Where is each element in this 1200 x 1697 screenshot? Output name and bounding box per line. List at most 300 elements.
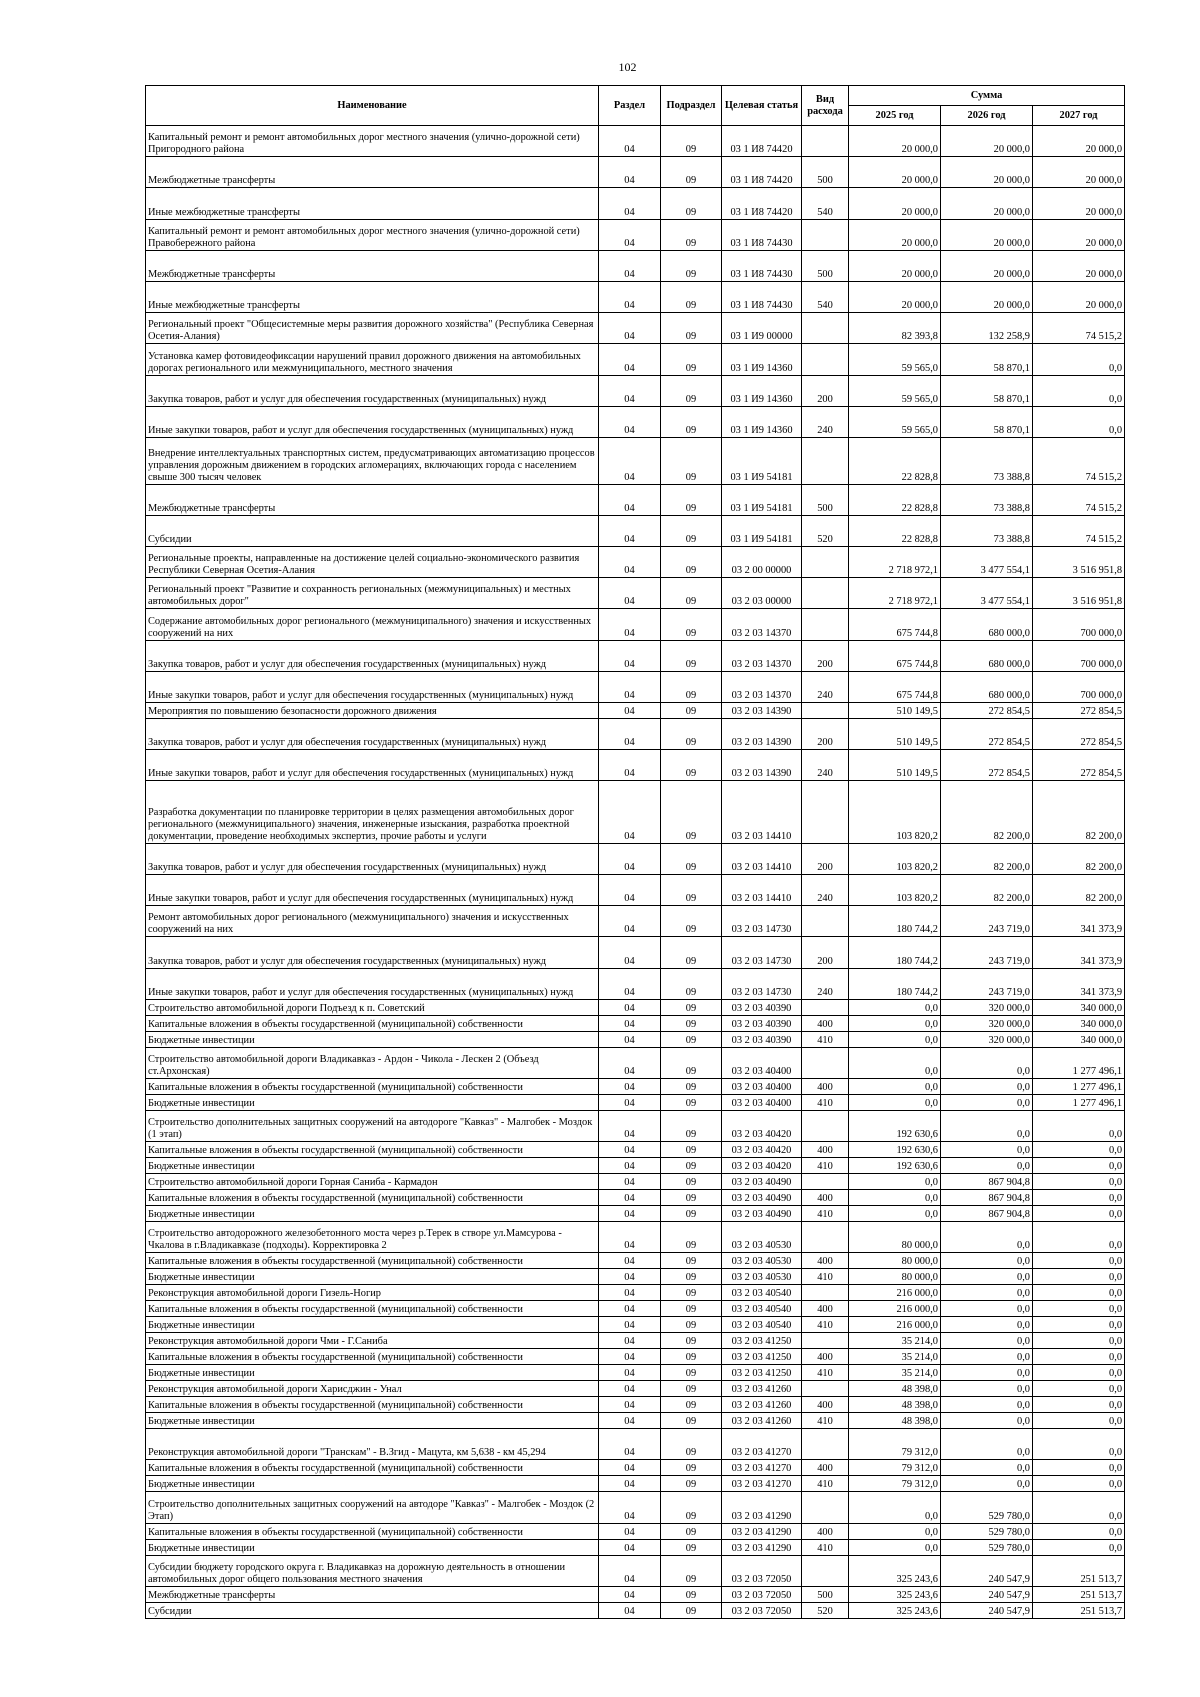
cell-razdel: 04 xyxy=(599,1285,661,1301)
cell-podrazdel: 09 xyxy=(661,406,722,437)
table-row xyxy=(146,968,1125,999)
cell-podrazdel: 09 xyxy=(661,1015,722,1031)
cell-2026: 529 780,0 xyxy=(941,1523,1033,1539)
cell-2025: 216 000,0 xyxy=(849,1301,941,1317)
cell-2026: 20 000,0 xyxy=(941,250,1033,281)
cell-2025: 192 630,6 xyxy=(849,1142,941,1158)
cell-2026: 20 000,0 xyxy=(941,281,1033,312)
cell-2025: 180 744,2 xyxy=(849,906,941,937)
cell-podrazdel: 09 xyxy=(661,640,722,671)
cell-podrazdel: 09 xyxy=(661,1269,722,1285)
cell-celevaya-statya: 03 2 03 40420 xyxy=(722,1158,802,1174)
cell-razdel: 04 xyxy=(599,750,661,781)
cell-vid-raskhoda: 400 xyxy=(802,1078,849,1094)
cell-2025: 35 214,0 xyxy=(849,1349,941,1365)
cell-2025: 20 000,0 xyxy=(849,126,941,157)
cell-2025: 675 744,8 xyxy=(849,640,941,671)
table-row xyxy=(146,1492,1125,1523)
cell-name: Капитальные вложения в объекты государственной (муниципальной) собственности xyxy=(146,1015,599,1031)
cell-razdel: 04 xyxy=(599,375,661,406)
cell-vid-raskhoda: 410 xyxy=(802,1413,849,1429)
cell-2026: 680 000,0 xyxy=(941,640,1033,671)
cell-2025: 20 000,0 xyxy=(849,219,941,250)
cell-razdel: 04 xyxy=(599,1365,661,1381)
cell-razdel: 04 xyxy=(599,1301,661,1317)
table-row xyxy=(146,718,1125,749)
cell-name: Строительство автомобильной дороги Подъезд к п. Советский xyxy=(146,999,599,1015)
cell-2026: 0,0 xyxy=(941,1301,1033,1317)
cell-podrazdel: 09 xyxy=(661,1429,722,1460)
cell-name: Межбюджетные трансферты xyxy=(146,484,599,515)
cell-2027: 341 373,9 xyxy=(1033,968,1125,999)
cell-name: Иные закупки товаров, работ и услуг для обеспечения государственных (муниципальных) нужд xyxy=(146,671,599,702)
cell-2025: 22 828,8 xyxy=(849,484,941,515)
cell-vid-raskhoda xyxy=(802,1110,849,1141)
cell-podrazdel: 09 xyxy=(661,578,722,609)
table-row xyxy=(146,1381,1125,1397)
cell-vid-raskhoda: 240 xyxy=(802,671,849,702)
cell-razdel: 04 xyxy=(599,1047,661,1078)
cell-podrazdel: 09 xyxy=(661,999,722,1015)
table-row xyxy=(146,1110,1125,1141)
cell-podrazdel: 09 xyxy=(661,313,722,344)
cell-celevaya-statya: 03 2 03 14390 xyxy=(722,750,802,781)
cell-name: Бюджетные инвестиции xyxy=(146,1539,599,1555)
cell-celevaya-statya: 03 2 03 14370 xyxy=(722,640,802,671)
cell-razdel: 04 xyxy=(599,515,661,546)
table-row xyxy=(146,1174,1125,1190)
cell-podrazdel: 09 xyxy=(661,219,722,250)
cell-2026: 867 904,8 xyxy=(941,1206,1033,1222)
cell-name: Бюджетные инвестиции xyxy=(146,1158,599,1174)
table-row xyxy=(146,1285,1125,1301)
cell-vid-raskhoda xyxy=(802,1174,849,1190)
cell-vid-raskhoda xyxy=(802,1381,849,1397)
cell-razdel: 04 xyxy=(599,1206,661,1222)
cell-name: Внедрение интеллектуальных транспортных систем, предусматривающих автоматизацию процессов управления дорожным движением в городских агломерациях, включающих города с населением свыше 300 тысяч человек xyxy=(146,437,599,484)
cell-razdel: 04 xyxy=(599,781,661,843)
cell-razdel: 04 xyxy=(599,1413,661,1429)
cell-2025: 192 630,6 xyxy=(849,1158,941,1174)
cell-2026: 58 870,1 xyxy=(941,406,1033,437)
cell-celevaya-statya: 03 2 03 40490 xyxy=(722,1190,802,1206)
cell-name: Закупка товаров, работ и услуг для обеспечения государственных (муниципальных) нужд xyxy=(146,937,599,968)
cell-podrazdel: 09 xyxy=(661,375,722,406)
cell-razdel: 04 xyxy=(599,1523,661,1539)
cell-razdel: 04 xyxy=(599,843,661,874)
cell-razdel: 04 xyxy=(599,1317,661,1333)
cell-podrazdel: 09 xyxy=(661,874,722,905)
cell-celevaya-statya: 03 2 00 00000 xyxy=(722,547,802,578)
table-row xyxy=(146,1031,1125,1047)
header-summa: Сумма xyxy=(849,86,1125,106)
cell-celevaya-statya: 03 1 И9 00000 xyxy=(722,313,802,344)
table-row xyxy=(146,484,1125,515)
cell-2027: 0,0 xyxy=(1033,1365,1125,1381)
cell-vid-raskhoda xyxy=(802,781,849,843)
table-row xyxy=(146,1222,1125,1253)
cell-2027: 0,0 xyxy=(1033,1413,1125,1429)
cell-name: Бюджетные инвестиции xyxy=(146,1269,599,1285)
cell-2026: 0,0 xyxy=(941,1413,1033,1429)
cell-2027: 0,0 xyxy=(1033,1158,1125,1174)
cell-podrazdel: 09 xyxy=(661,281,722,312)
cell-2026: 0,0 xyxy=(941,1222,1033,1253)
cell-2026: 58 870,1 xyxy=(941,375,1033,406)
cell-podrazdel: 09 xyxy=(661,1110,722,1141)
cell-2026: 0,0 xyxy=(941,1365,1033,1381)
cell-vid-raskhoda xyxy=(802,1492,849,1523)
cell-2027: 20 000,0 xyxy=(1033,188,1125,219)
cell-razdel: 04 xyxy=(599,1094,661,1110)
cell-2025: 675 744,8 xyxy=(849,671,941,702)
cell-2026: 3 477 554,1 xyxy=(941,578,1033,609)
cell-razdel: 04 xyxy=(599,484,661,515)
cell-podrazdel: 09 xyxy=(661,1413,722,1429)
cell-celevaya-statya: 03 2 03 40530 xyxy=(722,1222,802,1253)
cell-name: Закупка товаров, работ и услуг для обеспечения государственных (муниципальных) нужд xyxy=(146,640,599,671)
cell-2027: 0,0 xyxy=(1033,1253,1125,1269)
cell-2027: 82 200,0 xyxy=(1033,843,1125,874)
cell-2025: 48 398,0 xyxy=(849,1397,941,1413)
cell-podrazdel: 09 xyxy=(661,1333,722,1349)
table-row xyxy=(146,281,1125,312)
table-row xyxy=(146,406,1125,437)
cell-name: Бюджетные инвестиции xyxy=(146,1476,599,1492)
table-row xyxy=(146,1015,1125,1031)
cell-2025: 0,0 xyxy=(849,1523,941,1539)
cell-podrazdel: 09 xyxy=(661,1586,722,1602)
cell-2027: 0,0 xyxy=(1033,1142,1125,1158)
cell-vid-raskhoda: 240 xyxy=(802,406,849,437)
table-row xyxy=(146,999,1125,1015)
cell-2026: 0,0 xyxy=(941,1047,1033,1078)
cell-2026: 132 258,9 xyxy=(941,313,1033,344)
cell-vid-raskhoda xyxy=(802,1555,849,1586)
table-body xyxy=(146,126,1125,1619)
cell-vid-raskhoda: 410 xyxy=(802,1206,849,1222)
cell-2025: 80 000,0 xyxy=(849,1253,941,1269)
cell-2027: 0,0 xyxy=(1033,1269,1125,1285)
cell-2026: 0,0 xyxy=(941,1429,1033,1460)
cell-celevaya-statya: 03 2 03 14390 xyxy=(722,702,802,718)
cell-razdel: 04 xyxy=(599,126,661,157)
cell-2027: 0,0 xyxy=(1033,1206,1125,1222)
cell-razdel: 04 xyxy=(599,640,661,671)
cell-podrazdel: 09 xyxy=(661,157,722,188)
cell-celevaya-statya: 03 1 И8 74430 xyxy=(722,250,802,281)
cell-celevaya-statya: 03 2 03 14370 xyxy=(722,671,802,702)
cell-vid-raskhoda xyxy=(802,313,849,344)
table-row xyxy=(146,1555,1125,1586)
cell-name: Межбюджетные трансферты xyxy=(146,250,599,281)
cell-name: Строительство автомобильной дороги Владикавказ - Ардон - Чикола - Лескен 2 (Объезд ст.Архонская) xyxy=(146,1047,599,1078)
cell-2027: 341 373,9 xyxy=(1033,937,1125,968)
cell-2027: 1 277 496,1 xyxy=(1033,1078,1125,1094)
cell-podrazdel: 09 xyxy=(661,1539,722,1555)
cell-2026: 0,0 xyxy=(941,1397,1033,1413)
cell-podrazdel: 09 xyxy=(661,1158,722,1174)
cell-vid-raskhoda: 400 xyxy=(802,1523,849,1539)
cell-vid-raskhoda: 400 xyxy=(802,1301,849,1317)
cell-2027: 0,0 xyxy=(1033,406,1125,437)
cell-2027: 0,0 xyxy=(1033,1317,1125,1333)
cell-2026: 0,0 xyxy=(941,1460,1033,1476)
cell-2027: 74 515,2 xyxy=(1033,313,1125,344)
cell-2025: 0,0 xyxy=(849,1047,941,1078)
cell-2025: 59 565,0 xyxy=(849,406,941,437)
cell-vid-raskhoda: 410 xyxy=(802,1365,849,1381)
cell-2027: 20 000,0 xyxy=(1033,126,1125,157)
cell-name: Капитальный ремонт и ремонт автомобильных дорог местного значения (улично-дорожной сети) Правобережного района xyxy=(146,219,599,250)
table-row xyxy=(146,1317,1125,1333)
cell-vid-raskhoda xyxy=(802,702,849,718)
cell-celevaya-statya: 03 1 И9 54181 xyxy=(722,437,802,484)
cell-razdel: 04 xyxy=(599,1174,661,1190)
cell-2026: 240 547,9 xyxy=(941,1555,1033,1586)
cell-podrazdel: 09 xyxy=(661,1460,722,1476)
cell-celevaya-statya: 03 2 03 40400 xyxy=(722,1047,802,1078)
cell-2027: 272 854,5 xyxy=(1033,702,1125,718)
cell-2025: 20 000,0 xyxy=(849,157,941,188)
cell-razdel: 04 xyxy=(599,1269,661,1285)
cell-celevaya-statya: 03 2 03 41250 xyxy=(722,1333,802,1349)
cell-name: Капитальный ремонт и ремонт автомобильных дорог местного значения (улично-дорожной сети) Пригородного района xyxy=(146,126,599,157)
cell-2027: 0,0 xyxy=(1033,1476,1125,1492)
cell-vid-raskhoda xyxy=(802,1222,849,1253)
cell-2027: 700 000,0 xyxy=(1033,640,1125,671)
cell-celevaya-statya: 03 2 03 14390 xyxy=(722,718,802,749)
cell-2026: 243 719,0 xyxy=(941,968,1033,999)
cell-name: Иные закупки товаров, работ и услуг для обеспечения государственных (муниципальных) нужд xyxy=(146,968,599,999)
cell-name: Иные межбюджетные трансферты xyxy=(146,281,599,312)
cell-2025: 0,0 xyxy=(849,1539,941,1555)
cell-name: Межбюджетные трансферты xyxy=(146,157,599,188)
cell-celevaya-statya: 03 2 03 40540 xyxy=(722,1301,802,1317)
cell-celevaya-statya: 03 2 03 40490 xyxy=(722,1174,802,1190)
cell-podrazdel: 09 xyxy=(661,344,722,375)
cell-2027: 3 516 951,8 xyxy=(1033,547,1125,578)
table-row xyxy=(146,375,1125,406)
cell-2026: 73 388,8 xyxy=(941,484,1033,515)
cell-podrazdel: 09 xyxy=(661,609,722,640)
cell-2027: 1 277 496,1 xyxy=(1033,1047,1125,1078)
cell-2025: 79 312,0 xyxy=(849,1429,941,1460)
cell-name: Капитальные вложения в объекты государственной (муниципальной) собственности xyxy=(146,1301,599,1317)
cell-name: Разработка документации по планировке территории в целях размещения автомобильных дорог регионального (межмуниципального) значения, инженерные изыскания, разработка проектной документации, проведение необходимых экспертиз, прочие работы и услуги xyxy=(146,781,599,843)
cell-2026: 320 000,0 xyxy=(941,1031,1033,1047)
cell-name: Субсидии xyxy=(146,515,599,546)
cell-name: Бюджетные инвестиции xyxy=(146,1317,599,1333)
cell-2026: 0,0 xyxy=(941,1476,1033,1492)
cell-2027: 251 513,7 xyxy=(1033,1602,1125,1618)
cell-podrazdel: 09 xyxy=(661,1476,722,1492)
table-row xyxy=(146,1429,1125,1460)
header-celevaya-statya: Целевая статья xyxy=(722,86,802,126)
cell-2025: 79 312,0 xyxy=(849,1476,941,1492)
cell-celevaya-statya: 03 2 03 40540 xyxy=(722,1317,802,1333)
cell-razdel: 04 xyxy=(599,188,661,219)
cell-2025: 80 000,0 xyxy=(849,1269,941,1285)
cell-name: Субсидии xyxy=(146,1602,599,1618)
cell-celevaya-statya: 03 2 03 72050 xyxy=(722,1555,802,1586)
cell-2026: 73 388,8 xyxy=(941,437,1033,484)
cell-name: Строительство автодорожного железобетонного моста через р.Терек в створе ул.Мамсурова - Чкалова в г.Владикавказе (подходы). Корректировка 2 xyxy=(146,1222,599,1253)
header-name: Наименование xyxy=(146,86,599,126)
table-row xyxy=(146,126,1125,157)
cell-razdel: 04 xyxy=(599,906,661,937)
table-row xyxy=(146,547,1125,578)
cell-vid-raskhoda: 200 xyxy=(802,843,849,874)
cell-name: Реконструкция автомобильной дороги Харисджин - Унал xyxy=(146,1381,599,1397)
cell-podrazdel: 09 xyxy=(661,1555,722,1586)
cell-2027: 340 000,0 xyxy=(1033,1015,1125,1031)
cell-name: Закупка товаров, работ и услуг для обеспечения государственных (муниципальных) нужд xyxy=(146,718,599,749)
cell-2027: 0,0 xyxy=(1033,1349,1125,1365)
table-row xyxy=(146,1586,1125,1602)
cell-name: Иные закупки товаров, работ и услуг для обеспечения государственных (муниципальных) нужд xyxy=(146,874,599,905)
cell-2025: 0,0 xyxy=(849,1492,941,1523)
table-row xyxy=(146,874,1125,905)
cell-name: Иные закупки товаров, работ и услуг для обеспечения государственных (муниципальных) нужд xyxy=(146,406,599,437)
cell-name: Строительство дополнительных защитных сооружений на автодоре "Кавказ" - Малгобек - Моздок (2 Этап) xyxy=(146,1492,599,1523)
cell-2027: 82 200,0 xyxy=(1033,874,1125,905)
cell-name: Капитальные вложения в объекты государственной (муниципальной) собственности xyxy=(146,1460,599,1476)
cell-razdel: 04 xyxy=(599,1253,661,1269)
cell-razdel: 04 xyxy=(599,1397,661,1413)
cell-name: Капитальные вложения в объекты государственной (муниципальной) собственности xyxy=(146,1190,599,1206)
table-row xyxy=(146,313,1125,344)
table-row xyxy=(146,515,1125,546)
cell-2026: 243 719,0 xyxy=(941,937,1033,968)
cell-podrazdel: 09 xyxy=(661,126,722,157)
cell-vid-raskhoda: 500 xyxy=(802,250,849,281)
cell-2027: 341 373,9 xyxy=(1033,906,1125,937)
cell-2026: 240 547,9 xyxy=(941,1586,1033,1602)
cell-razdel: 04 xyxy=(599,1142,661,1158)
cell-2026: 82 200,0 xyxy=(941,781,1033,843)
cell-razdel: 04 xyxy=(599,1078,661,1094)
table-row xyxy=(146,1190,1125,1206)
cell-vid-raskhoda xyxy=(802,609,849,640)
cell-2026: 0,0 xyxy=(941,1253,1033,1269)
cell-name: Бюджетные инвестиции xyxy=(146,1094,599,1110)
cell-2025: 0,0 xyxy=(849,1094,941,1110)
cell-celevaya-statya: 03 2 03 41250 xyxy=(722,1365,802,1381)
cell-2026: 73 388,8 xyxy=(941,515,1033,546)
cell-vid-raskhoda: 400 xyxy=(802,1397,849,1413)
cell-2027: 0,0 xyxy=(1033,1523,1125,1539)
cell-celevaya-statya: 03 2 03 41290 xyxy=(722,1523,802,1539)
cell-2025: 35 214,0 xyxy=(849,1333,941,1349)
cell-vid-raskhoda xyxy=(802,1047,849,1078)
cell-2026: 680 000,0 xyxy=(941,609,1033,640)
cell-podrazdel: 09 xyxy=(661,1094,722,1110)
cell-vid-raskhoda: 400 xyxy=(802,1349,849,1365)
cell-razdel: 04 xyxy=(599,547,661,578)
cell-podrazdel: 09 xyxy=(661,1602,722,1618)
cell-name: Региональный проект "Общесистемные меры развития дорожного хозяйства" (Республика Северная Осетия-Алания) xyxy=(146,313,599,344)
cell-2027: 251 513,7 xyxy=(1033,1586,1125,1602)
cell-razdel: 04 xyxy=(599,344,661,375)
cell-vid-raskhoda: 240 xyxy=(802,968,849,999)
cell-2025: 20 000,0 xyxy=(849,250,941,281)
cell-vid-raskhoda: 400 xyxy=(802,1190,849,1206)
cell-name: Межбюджетные трансферты xyxy=(146,1586,599,1602)
cell-vid-raskhoda: 400 xyxy=(802,1142,849,1158)
cell-2027: 251 513,7 xyxy=(1033,1555,1125,1586)
cell-razdel: 04 xyxy=(599,1602,661,1618)
cell-celevaya-statya: 03 2 03 40400 xyxy=(722,1094,802,1110)
cell-2027: 20 000,0 xyxy=(1033,219,1125,250)
table-row xyxy=(146,1476,1125,1492)
cell-2026: 529 780,0 xyxy=(941,1492,1033,1523)
cell-name: Мероприятия по повышению безопасности дорожного движения xyxy=(146,702,599,718)
cell-name: Реконструкция автомобильной дороги Гизель-Ногир xyxy=(146,1285,599,1301)
cell-2026: 0,0 xyxy=(941,1094,1033,1110)
cell-2025: 59 565,0 xyxy=(849,375,941,406)
cell-podrazdel: 09 xyxy=(661,484,722,515)
cell-name: Установка камер фотовидеофиксации нарушений правил дорожного движения на автомобильных дорогах регионального или межмуниципального, местного значения xyxy=(146,344,599,375)
cell-name: Строительство автомобильной дороги Горная Санибa - Кармадон xyxy=(146,1174,599,1190)
cell-2026: 58 870,1 xyxy=(941,344,1033,375)
cell-2027: 74 515,2 xyxy=(1033,437,1125,484)
table-row xyxy=(146,1094,1125,1110)
cell-2025: 48 398,0 xyxy=(849,1381,941,1397)
table-row xyxy=(146,250,1125,281)
table-row xyxy=(146,843,1125,874)
table-row xyxy=(146,157,1125,188)
cell-celevaya-statya: 03 1 И8 74430 xyxy=(722,219,802,250)
cell-celevaya-statya: 03 2 03 72050 xyxy=(722,1586,802,1602)
header-year-2027: 2027 год xyxy=(1033,106,1125,126)
cell-podrazdel: 09 xyxy=(661,781,722,843)
table-row xyxy=(146,1047,1125,1078)
cell-2025: 79 312,0 xyxy=(849,1460,941,1476)
cell-vid-raskhoda xyxy=(802,1429,849,1460)
cell-name: Региональные проекты, направленные на достижение целей социально-экономического развития Республики Северная Осетия-Алания xyxy=(146,547,599,578)
cell-2025: 325 243,6 xyxy=(849,1602,941,1618)
cell-2027: 0,0 xyxy=(1033,1222,1125,1253)
cell-vid-raskhoda: 500 xyxy=(802,157,849,188)
cell-name: Ремонт автомобильных дорог регионального (межмуниципального) значения и искусственных сооружений на них xyxy=(146,906,599,937)
table-header xyxy=(146,86,1125,126)
cell-vid-raskhoda: 500 xyxy=(802,1586,849,1602)
cell-2026: 82 200,0 xyxy=(941,843,1033,874)
cell-vid-raskhoda: 540 xyxy=(802,281,849,312)
table-row xyxy=(146,609,1125,640)
cell-name: Капитальные вложения в объекты государственной (муниципальной) собственности xyxy=(146,1253,599,1269)
cell-2026: 0,0 xyxy=(941,1142,1033,1158)
cell-podrazdel: 09 xyxy=(661,1174,722,1190)
cell-2026: 0,0 xyxy=(941,1349,1033,1365)
cell-celevaya-statya: 03 2 03 40400 xyxy=(722,1078,802,1094)
cell-vid-raskhoda xyxy=(802,999,849,1015)
cell-celevaya-statya: 03 2 03 72050 xyxy=(722,1602,802,1618)
cell-2025: 48 398,0 xyxy=(849,1413,941,1429)
cell-2025: 510 149,5 xyxy=(849,702,941,718)
cell-podrazdel: 09 xyxy=(661,1349,722,1365)
cell-razdel: 04 xyxy=(599,1333,661,1349)
cell-podrazdel: 09 xyxy=(661,750,722,781)
cell-razdel: 04 xyxy=(599,1492,661,1523)
cell-2026: 867 904,8 xyxy=(941,1190,1033,1206)
cell-2027: 0,0 xyxy=(1033,1492,1125,1523)
table-row xyxy=(146,1349,1125,1365)
cell-podrazdel: 09 xyxy=(661,1301,722,1317)
cell-2027: 82 200,0 xyxy=(1033,781,1125,843)
cell-2027: 700 000,0 xyxy=(1033,609,1125,640)
